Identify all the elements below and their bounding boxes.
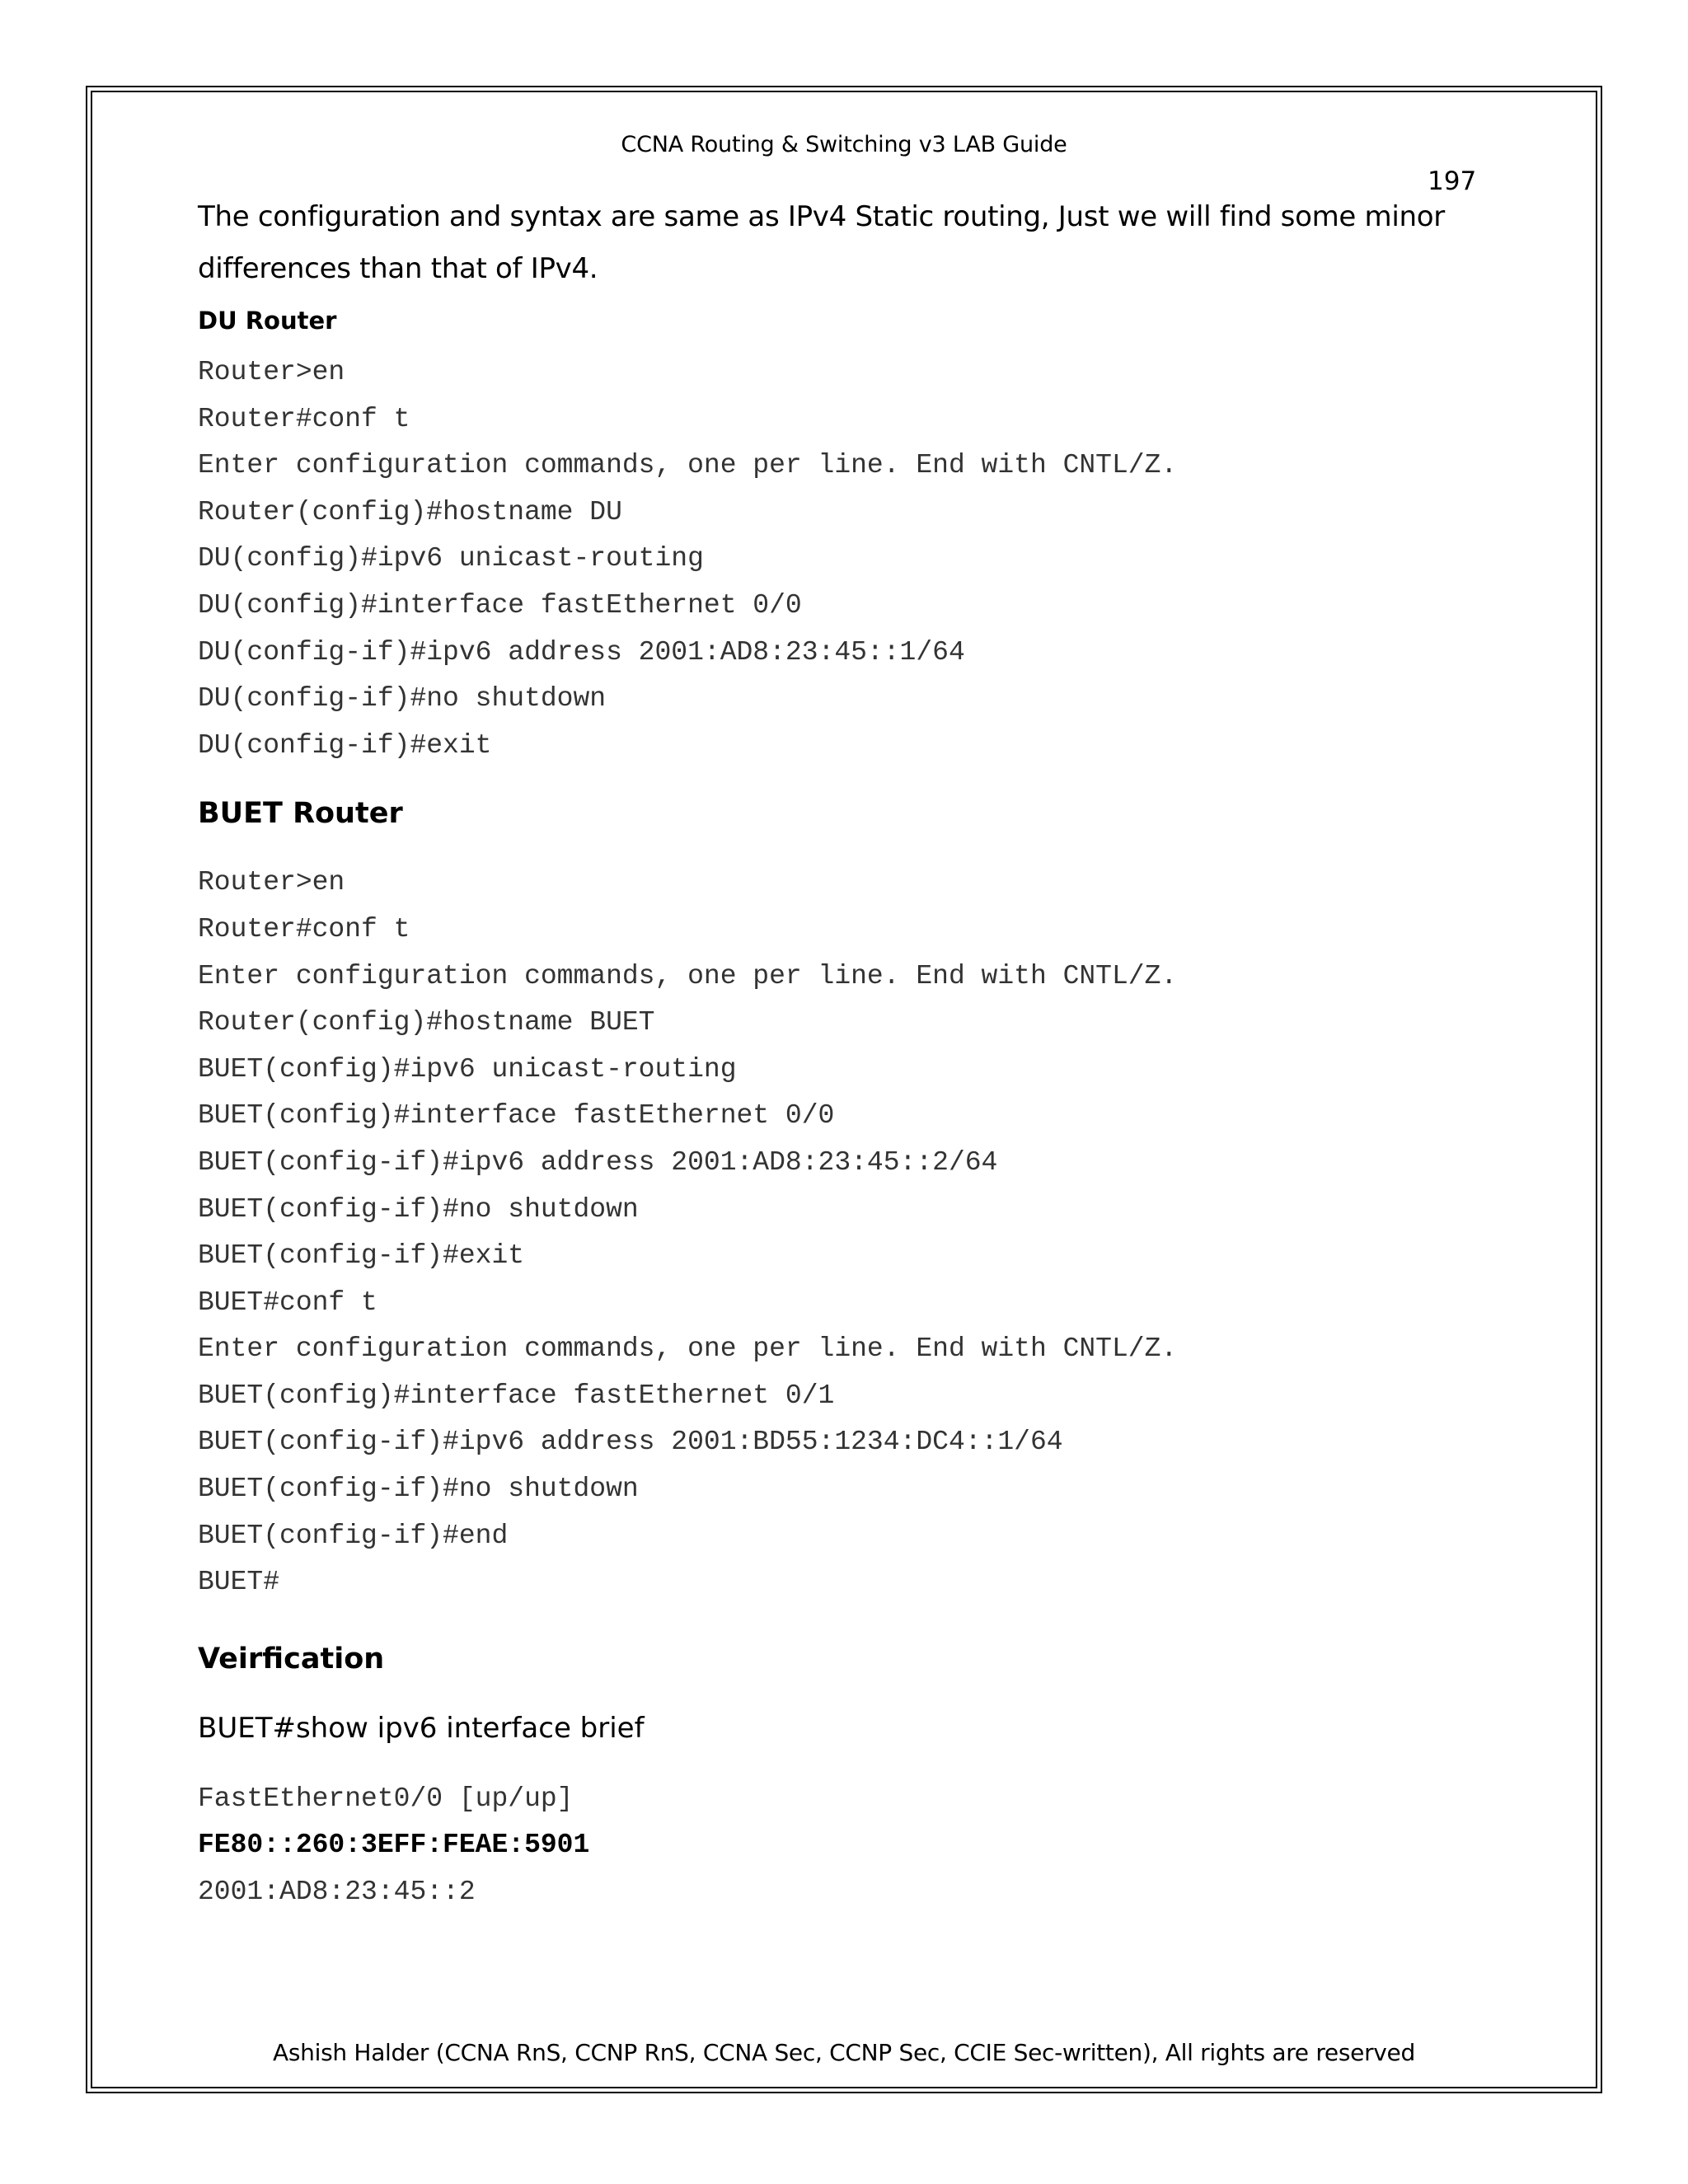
code-line: DU(config)#ipv6 unicast-routing xyxy=(198,543,704,574)
code-line: DU(config)#interface fastEthernet 0/0 xyxy=(198,589,802,621)
code-line: BUET(config-if)#exit xyxy=(198,1240,525,1272)
code-line: DU(config-if)#ipv6 address 2001:AD8:23:45::1/64 xyxy=(198,636,965,668)
du-router-config xyxy=(198,349,1484,769)
verification-heading: Veirfication xyxy=(198,1642,385,1675)
code-line: Router#conf t xyxy=(198,913,410,944)
intro-line: differences than that of IPv4. xyxy=(198,252,598,285)
page-number: 197 xyxy=(1428,166,1477,196)
code-line: Enter configuration commands, one per line. End with CNTL/Z. xyxy=(198,450,1178,481)
page-footer: Ashish Halder (CCNA RnS, CCNP RnS, CCNA Sec, CCNP Sec, CCIE Sec-written), All rights are reserved xyxy=(273,2039,1415,2066)
code-line: 2001:AD8:23:45::2 xyxy=(198,1877,476,1908)
code-line: BUET(config)#interface fastEthernet 0/0 xyxy=(198,1100,835,1132)
code-line: Router>en xyxy=(198,867,345,898)
code-line: BUET#conf t xyxy=(198,1286,377,1318)
code-line: BUET(config-if)#ipv6 address 2001:AD8:23:45::2/64 xyxy=(198,1146,998,1178)
code-line: Router(config)#hostname DU xyxy=(198,496,622,527)
code-line: BUET(config-if)#no shutdown xyxy=(198,1193,639,1225)
intro-line: The configuration and syntax are same as IPv4 Static routing, Just we will find some minor xyxy=(198,200,1445,233)
intro-paragraph xyxy=(198,191,1484,295)
code-line: Enter configuration commands, one per line. End with CNTL/Z. xyxy=(198,1333,1178,1365)
code-line: BUET(config)#interface fastEthernet 0/1 xyxy=(198,1380,835,1411)
code-line-bold: FE80::260:3EFF:FEAE:5901 xyxy=(198,1830,590,1861)
page-content xyxy=(198,191,1484,1916)
code-line: Router(config)#hostname BUET xyxy=(198,1007,655,1038)
page-header: CCNA Routing & Switching v3 LAB Guide xyxy=(621,132,1067,157)
code-line: BUET(config-if)#no shutdown xyxy=(198,1474,639,1505)
verification-command: BUET#show ipv6 interface brief xyxy=(198,1711,645,1745)
code-line: Router>en xyxy=(198,357,345,387)
verification-output xyxy=(198,1776,1484,1916)
code-line: BUET# xyxy=(198,1567,280,1598)
code-line: BUET(config)#ipv6 unicast-routing xyxy=(198,1053,737,1085)
code-line: Router#conf t xyxy=(198,403,410,434)
code-line: DU(config-if)#exit xyxy=(198,729,492,761)
code-line: DU(config-if)#no shutdown xyxy=(198,683,607,715)
buet-router-heading: BUET Router xyxy=(198,797,403,831)
code-line: BUET(config-if)#end xyxy=(198,1520,509,1551)
buet-router-config xyxy=(198,860,1484,1606)
code-line: Enter configuration commands, one per line. End with CNTL/Z. xyxy=(198,960,1178,991)
code-line: FastEthernet0/0 [up/up] xyxy=(198,1783,574,1814)
code-line: BUET(config-if)#ipv6 address 2001:BD55:1234:DC4::1/64 xyxy=(198,1427,1063,1458)
du-router-heading: DU Router xyxy=(198,307,337,335)
